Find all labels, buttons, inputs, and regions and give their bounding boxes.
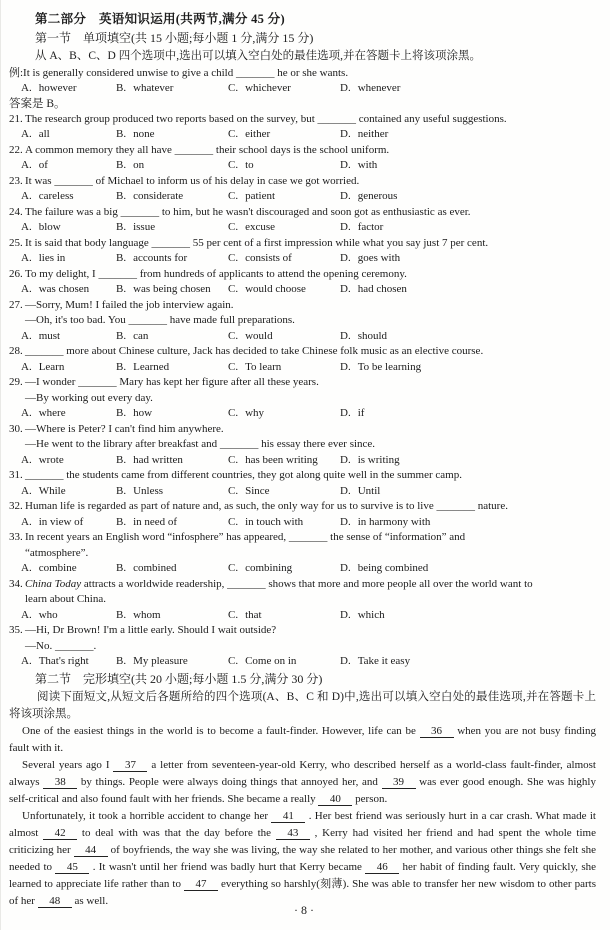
- cloze-blank: 46: [365, 861, 399, 874]
- option-C: C. excuse: [228, 221, 276, 233]
- option-letter: C.: [228, 283, 239, 295]
- question-stems: [9, 530, 596, 561]
- option-D: D. should: [340, 329, 388, 342]
- question-stems: [9, 236, 596, 252]
- option-letter: D.: [340, 190, 351, 202]
- question-stem-line: 25. It is said that body language _______ 55 per cent of a first impression while what you say just 7 per cent.: [9, 236, 596, 252]
- option-B: B. on: [116, 159, 145, 171]
- option-letter: B.: [116, 655, 127, 667]
- options-row: [21, 329, 596, 345]
- option-letter: B.: [116, 453, 127, 466]
- option-letter: A.: [21, 252, 32, 264]
- option-B: B. Unless: [116, 484, 164, 497]
- question-number: 24.: [9, 205, 23, 218]
- options-row: [21, 654, 596, 670]
- option-letter: D.: [340, 515, 351, 528]
- option-C: C. would: [228, 329, 273, 342]
- option-A: A. all: [21, 128, 50, 140]
- option-letter: C.: [228, 329, 239, 342]
- option-letter: A.: [21, 515, 32, 528]
- option-letter: B.: [116, 159, 127, 171]
- text-run: attracts a worldwide readership, _______ shows that more and more people all over the world want to: [81, 577, 533, 590]
- cloze-passage: [9, 723, 596, 910]
- option-A: A. who: [21, 608, 58, 621]
- question-number: 28.: [9, 345, 23, 357]
- question-stem-line: 33. In recent years an English word “infosphere” has appeared, _______ the sense of “information” and: [9, 530, 596, 546]
- option-C: C. Come on in: [228, 655, 297, 667]
- option-B: B. in need of: [116, 515, 178, 528]
- cloze-blank: 45: [55, 861, 89, 874]
- option-letter: D.: [340, 453, 351, 466]
- option-letter: C.: [228, 190, 239, 202]
- question-number: 31.: [9, 469, 23, 481]
- option-letter: C.: [228, 159, 239, 171]
- question-stems: [9, 112, 596, 128]
- option-letter: D.: [340, 360, 351, 373]
- option-letter: A.: [21, 484, 32, 497]
- option-letter: B.: [116, 329, 127, 342]
- question-item: [9, 143, 596, 174]
- option-letter: A.: [21, 283, 32, 295]
- option-A: A. Learn: [21, 360, 65, 373]
- option-D: D. Take it easy: [340, 655, 411, 667]
- cloze-paragraph: Unfortunately, it took a horrible accident to change her 41 . Her best friend was seriously hurt in a car crash. What made it almost 42 to deal with was that the day before the 43 , Kerry had visited her friend and had spent the whole time criticizing her 44 of boyfriends, the way she was living, the way she related to her mother, and various other things she felt she needed to 45 . It wasn't until her friend was badly hurt that Kerry became 46 her habit of finding fault. Very quickly, she learned to appreciate life rather than to 47 everything so harshly(刻薄). She was able to transfer her new wisdom to other parts of her 48 as well.: [9, 809, 597, 907]
- question-list: [9, 112, 596, 670]
- cloze-blank: 38: [43, 776, 77, 789]
- option-letter: D.: [340, 252, 351, 264]
- option-B: B. Learned: [116, 360, 170, 373]
- option-B: B. issue: [116, 221, 156, 233]
- cloze-blank: 47: [184, 878, 218, 891]
- option-letter: D.: [340, 221, 351, 233]
- question-stems: [9, 577, 596, 608]
- option-D: D. Until: [340, 484, 381, 497]
- option-letter: D.: [340, 128, 351, 140]
- option-letter: A.: [21, 360, 32, 373]
- option-A: A. where: [21, 407, 66, 419]
- option-C: C. has been writing: [228, 453, 318, 466]
- question-item: [9, 174, 596, 205]
- question-stem-line: —By working out every day.: [25, 391, 153, 404]
- cloze-blank: 44: [74, 844, 108, 857]
- option-letter: A.: [21, 221, 32, 233]
- option-D: D. To be learning: [340, 360, 422, 373]
- question-stems: [9, 375, 596, 406]
- option-letter: B.: [116, 128, 127, 140]
- option-B: B. whom: [116, 608, 161, 621]
- option-letter: A.: [21, 159, 32, 171]
- option-letter: D.: [340, 283, 351, 295]
- option-letter: A.: [21, 190, 32, 202]
- option-D: D. if: [340, 407, 365, 419]
- option-B: B. My pleasure: [116, 655, 188, 667]
- question-stems: [9, 205, 596, 221]
- question-item: [9, 267, 596, 298]
- option-C: C. either: [228, 128, 271, 140]
- option-letter: B.: [116, 283, 127, 295]
- question-stems: [9, 422, 596, 453]
- cloze-blank: 43: [276, 827, 310, 840]
- example-stem: 例:It is generally considered unwise to give a child _______ he or she wants.: [9, 67, 349, 79]
- option-letter: A.: [21, 82, 32, 94]
- option-B: B. accounts for: [116, 252, 188, 264]
- option-A: A. blow: [21, 221, 61, 233]
- options-row: [21, 189, 596, 205]
- option-letter: C.: [228, 360, 239, 373]
- option-C: C. patient: [228, 190, 276, 202]
- cloze-blank: 42: [43, 827, 77, 840]
- option-letter: B.: [116, 190, 127, 202]
- question-stem-line: 29. —I wonder _______ Mary has kept her figure after all these years.: [9, 375, 596, 391]
- question-number: 32.: [9, 500, 23, 512]
- option-letter: B.: [116, 608, 127, 621]
- cloze-blank: 39: [382, 776, 416, 789]
- example-answer-note: 答案是 B。: [9, 97, 66, 110]
- option-letter: D.: [340, 329, 351, 342]
- option-D: D. which: [340, 608, 385, 621]
- option-C: C. whichever: [228, 82, 291, 94]
- options-row: [21, 515, 596, 531]
- option-letter: D.: [340, 82, 351, 94]
- option-C: C. Since: [228, 484, 270, 497]
- option-letter: D.: [340, 562, 351, 574]
- question-stems: [9, 298, 596, 329]
- option-A: A. in view of: [21, 515, 84, 528]
- option-letter: B.: [116, 407, 127, 419]
- option-C: C. To learn: [228, 360, 282, 373]
- question-item: [9, 205, 596, 236]
- option-letter: B.: [116, 82, 127, 94]
- option-A: A. however: [21, 82, 77, 94]
- option-A: A. must: [21, 329, 61, 342]
- question-stem-line: 23. It was _______ of Michael to inform us of his delay in case we got worried.: [9, 174, 596, 190]
- option-letter: B.: [116, 562, 127, 574]
- question-stems: [9, 468, 596, 484]
- options-row: [21, 282, 596, 298]
- option-C: C. that: [228, 608, 262, 621]
- question-item: [9, 577, 596, 624]
- option-A: A. careless: [21, 190, 74, 202]
- question-stem-line: —No. _______.: [25, 639, 97, 652]
- question-number: 27.: [9, 298, 23, 311]
- option-letter: B.: [116, 252, 127, 264]
- options-row: [21, 453, 596, 469]
- option-B: B. was being chosen: [116, 283, 211, 295]
- option-C: C. to: [228, 159, 254, 171]
- question-item: [9, 112, 596, 143]
- question-item: [9, 298, 596, 345]
- question-stem-line: 30. —Where is Peter? I can't find him anywhere.: [9, 422, 596, 438]
- question-number: 21.: [9, 112, 23, 125]
- option-A: A. was chosen: [21, 283, 90, 295]
- italic-run: China Today: [25, 577, 82, 590]
- option-letter: C.: [228, 453, 239, 466]
- option-C: C. consists of: [228, 252, 292, 264]
- cloze-paragraph: Several years ago I 37 a letter from seventeen-year-old Kerry, who described herself as a world-class fault-finder, almost always 38 by things. People were always doing things that annoyed her, and 39 was ever good enough. She was highly self-critical and also found fault with her friends. She became a really 40 person.: [9, 758, 596, 805]
- question-stems: [9, 623, 596, 654]
- section1-instructions: 从 A、B、C、D 四个选项中,选出可以填入空白处的最佳选项,并在答题卡上将该项涂黑。: [35, 50, 481, 62]
- option-letter: A.: [21, 453, 32, 466]
- question-item: [9, 236, 596, 267]
- cloze-blank: 37: [113, 759, 147, 772]
- question-stem-line: 28. _______ more about Chinese culture, Jack has decided to take Chinese folk music as an elective course.: [9, 344, 596, 360]
- option-D: D. factor: [340, 221, 384, 233]
- page-number: ·8·: [294, 903, 317, 917]
- option-A: A. of: [21, 159, 48, 171]
- question-number: 23.: [9, 174, 23, 187]
- question-item: [9, 468, 596, 499]
- question-number: 25.: [9, 236, 23, 249]
- option-letter: B.: [116, 515, 127, 528]
- option-B: B. none: [116, 128, 155, 140]
- option-letter: D.: [340, 484, 351, 497]
- option-D: D. with: [340, 159, 378, 171]
- question-stem-line: 24. The failure was a big _______ to him, but he wasn't discouraged and soon got as enthusiastic as ever.: [9, 205, 596, 221]
- question-item: [9, 344, 596, 375]
- option-letter: C.: [228, 128, 239, 140]
- option-letter: C.: [228, 82, 239, 94]
- question-stems: [9, 267, 596, 283]
- question-stem-line: 26. To my delight, I _______ from hundreds of applicants to attend the opening ceremony.: [9, 267, 596, 283]
- option-A: A. wrote: [21, 453, 64, 466]
- option-letter: C.: [228, 221, 239, 233]
- cloze-blank: 40: [318, 793, 352, 806]
- question-item: [9, 499, 596, 530]
- option-letter: A.: [21, 608, 32, 621]
- question-stems: [9, 143, 596, 159]
- option-letter: C.: [228, 562, 239, 574]
- options-row: [21, 360, 596, 376]
- option-letter: A.: [21, 562, 32, 574]
- option-letter: C.: [228, 608, 239, 621]
- options-row: [21, 406, 596, 422]
- cloze-paragraph: One of the easiest things in the world is to become a fault-finder. However, life can be 36 when you are not busy finding fault with it.: [9, 724, 596, 754]
- options-row: [21, 251, 596, 267]
- option-letter: C.: [228, 484, 239, 497]
- option-A: A. lies in: [21, 252, 66, 264]
- option-letter: D.: [340, 407, 351, 419]
- section1-title: 第一节 单项填空(共 15 小题;每小题 1 分,满分 15 分): [35, 31, 314, 45]
- option-letter: D.: [340, 655, 351, 667]
- option-B: B. had written: [116, 453, 183, 466]
- option-letter: C.: [228, 252, 239, 264]
- options-row: [21, 561, 596, 577]
- example-block: [9, 65, 596, 112]
- option-D: D. being combined: [340, 562, 429, 574]
- option-letter: A.: [21, 655, 32, 667]
- question-number: 26.: [9, 267, 23, 280]
- section2-title: 第二节 完形填空(共 20 小题;每小题 1.5 分,满分 30 分): [35, 671, 323, 686]
- question-stem-line: [9, 577, 596, 593]
- question-number: 34.: [9, 577, 23, 590]
- cloze-blank: 36: [420, 725, 454, 738]
- question-number: 29.: [9, 376, 23, 388]
- option-letter: A.: [21, 407, 32, 419]
- options-row: [21, 608, 596, 624]
- question-stem-line: 21. The research group produced two reports based on the survey, but _______ contained any useful suggestions.: [9, 112, 596, 128]
- question-item: [9, 623, 596, 670]
- question-stem-line: —He went to the library after breakfast and _______ his essay there ever since.: [25, 438, 376, 450]
- option-B: B. considerate: [116, 190, 184, 202]
- option-letter: C.: [228, 655, 239, 667]
- options-row: [21, 127, 596, 143]
- options-row: [21, 220, 596, 236]
- cloze-blank: 41: [271, 810, 305, 823]
- question-stems: [9, 499, 596, 515]
- option-B: B. how: [116, 407, 153, 419]
- option-letter: C.: [228, 407, 239, 419]
- question-item: [9, 530, 596, 577]
- option-D: D. had chosen: [340, 283, 407, 295]
- example-options-row: [21, 81, 596, 97]
- question-stem-line: 22. A common memory they all have _______ their school days is the school uniform.: [9, 143, 596, 159]
- question-item: [9, 375, 596, 422]
- question-item: [9, 422, 596, 469]
- option-D: D. goes with: [340, 252, 401, 264]
- question-number: 22.: [9, 143, 23, 156]
- question-number: 35.: [9, 624, 23, 636]
- option-B: B. can: [116, 329, 149, 342]
- option-C: C. combining: [228, 562, 293, 574]
- option-letter: C.: [228, 515, 239, 528]
- option-D: D. in harmony with: [340, 515, 431, 528]
- options-row: [21, 158, 596, 174]
- question-stem-line: 35. —Hi, Dr Brown! I'm a little early. Should I wait outside?: [9, 623, 596, 639]
- option-letter: A.: [21, 128, 32, 140]
- option-D: D. neither: [340, 128, 389, 140]
- option-C: C. why: [228, 407, 265, 419]
- question-number: 30.: [9, 422, 23, 435]
- question-stems: [9, 174, 596, 190]
- part-header: 第二部分 英语知识运用(共两节,满分 45 分): [35, 12, 285, 26]
- question-stem-line: —Oh, it's too bad. You _______ have made full preparations.: [25, 314, 295, 326]
- option-letter: B.: [116, 484, 127, 497]
- option-B: B. whatever: [116, 82, 174, 94]
- question-stem-line: “atmosphere”.: [25, 546, 89, 559]
- question-stem-line: 31. _______ the students came from different countries, they got along quite well in the summer camp.: [9, 468, 596, 484]
- question-stem-line: learn about China.: [25, 593, 106, 605]
- option-letter: D.: [340, 159, 351, 171]
- question-stem-line: 32. Human life is regarded as part of nature and, as such, the only way for us to survive is to live _______ nature.: [9, 499, 596, 515]
- option-letter: B.: [116, 221, 127, 233]
- option-letter: B.: [116, 360, 127, 373]
- question-stem-line: 27. —Sorry, Mum! I failed the job interview again.: [9, 298, 596, 314]
- option-D: D. generous: [340, 190, 398, 202]
- option-D: D. whenever: [340, 82, 401, 94]
- option-B: B. combined: [116, 562, 177, 574]
- option-C: C. would choose: [228, 283, 306, 295]
- option-A: A. combine: [21, 562, 77, 574]
- option-A: A. While: [21, 484, 66, 497]
- section2-instructions: 阅读下面短文,从短文后各题所给的四个选项(A、B、C 和 D)中,选出可以填入空白处的最佳选项,并在答题卡上将该项涂黑。: [9, 690, 596, 720]
- option-C: C. in touch with: [228, 515, 304, 528]
- option-letter: D.: [340, 608, 351, 621]
- options-row: [21, 484, 596, 500]
- question-number: 33.: [9, 531, 23, 543]
- option-letter: A.: [21, 329, 32, 342]
- question-stems: [9, 344, 596, 360]
- cloze-blank: 48: [38, 895, 72, 908]
- option-D: D. is writing: [340, 453, 400, 466]
- option-A: A. That's right: [21, 655, 89, 667]
